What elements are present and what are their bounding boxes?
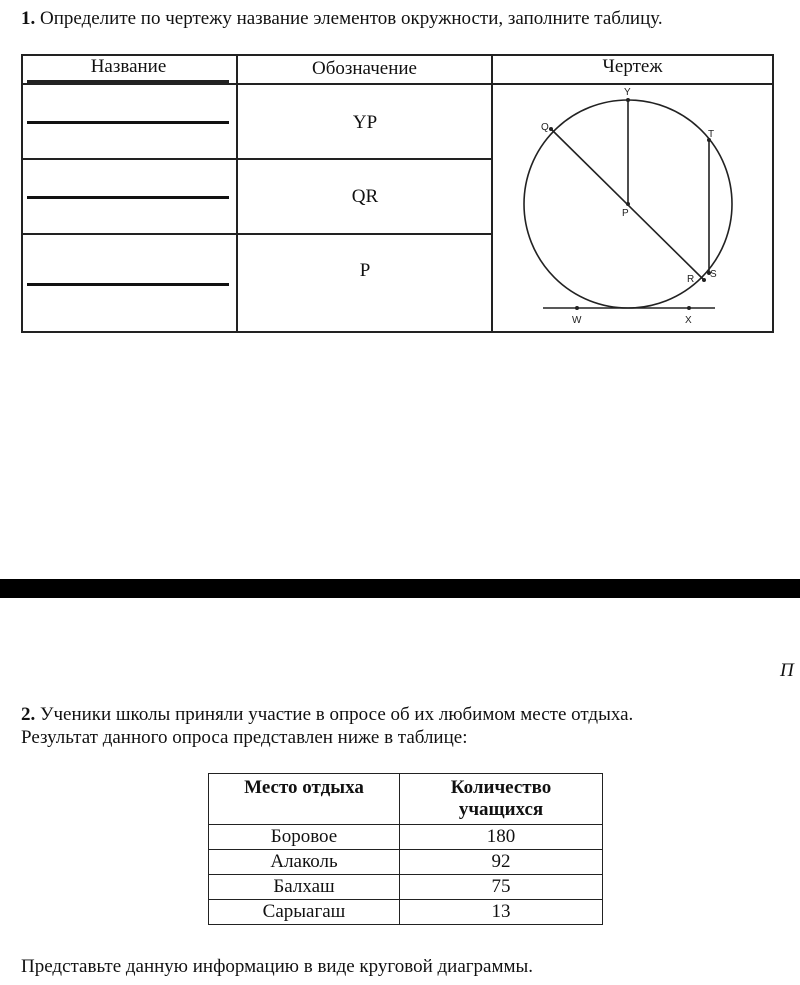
answer-blank[interactable] — [27, 283, 229, 286]
count-cell: 13 — [400, 900, 603, 925]
place-cell: Боровое — [209, 825, 400, 850]
task2-line2: Результат данного опроса представлен ниже в таблице: — [21, 727, 468, 748]
table-row — [209, 875, 603, 900]
header-designation: Обозначение — [312, 58, 417, 79]
col-place-header — [209, 774, 400, 825]
label-w: W — [572, 315, 582, 326]
page-mark: П — [780, 660, 794, 681]
task2-line1: Ученики школы приняли участие в опросе об их любимом месте отдыха. — [40, 704, 634, 725]
answer-blank[interactable] — [27, 196, 229, 199]
place-cell: Сарыагаш — [209, 900, 400, 925]
table-divider — [21, 158, 492, 160]
table-border — [21, 54, 23, 333]
task2-heading — [21, 704, 633, 726]
point-q — [549, 127, 553, 131]
count-cell: 92 — [400, 850, 603, 875]
task1-text: Определите по чертежу название элементов окружности, заполните таблицу. — [40, 8, 663, 29]
header-drawing: Чертеж — [602, 56, 663, 77]
label-x: X — [685, 315, 692, 326]
page-separator — [0, 579, 800, 598]
point-w — [575, 306, 579, 310]
task2-number: 2. — [21, 704, 36, 725]
place-cell: Алаколь — [209, 850, 400, 875]
point-p — [626, 202, 630, 206]
circle-drawing — [491, 84, 773, 333]
point-x — [687, 306, 691, 310]
task1-heading — [21, 8, 663, 30]
task2-instruction: Представьте данную информацию в виде круговой диаграммы. — [21, 956, 534, 977]
count-cell: 75 — [400, 875, 603, 900]
label-y: Y — [624, 87, 631, 98]
label-t: T — [708, 129, 715, 140]
col-count-header — [400, 774, 603, 825]
label-s: S — [710, 269, 717, 280]
header-underline — [27, 80, 229, 83]
table-header-row — [209, 774, 603, 825]
table-row — [209, 825, 603, 850]
point-r — [702, 278, 706, 282]
place-cell: Балхаш — [209, 875, 400, 900]
table-row — [209, 900, 603, 925]
point-y — [626, 98, 630, 102]
count-cell: 180 — [400, 825, 603, 850]
task1-number: 1. — [21, 8, 36, 29]
label-p: P — [622, 208, 629, 219]
col-place-label: Место отдыха — [244, 777, 364, 798]
table-row — [209, 850, 603, 875]
designation-p: P — [359, 260, 371, 281]
label-q: Q — [541, 122, 549, 133]
survey-table — [208, 773, 603, 925]
col-count-line2: учащихся — [458, 799, 544, 820]
answer-blank[interactable] — [27, 121, 229, 124]
header-name: Название — [90, 56, 167, 77]
table-divider — [21, 233, 492, 235]
col-count-line1: Количество — [450, 777, 552, 798]
designation-qr: QR — [351, 186, 379, 207]
designation-yp: YP — [352, 112, 378, 133]
label-r: R — [687, 274, 695, 285]
